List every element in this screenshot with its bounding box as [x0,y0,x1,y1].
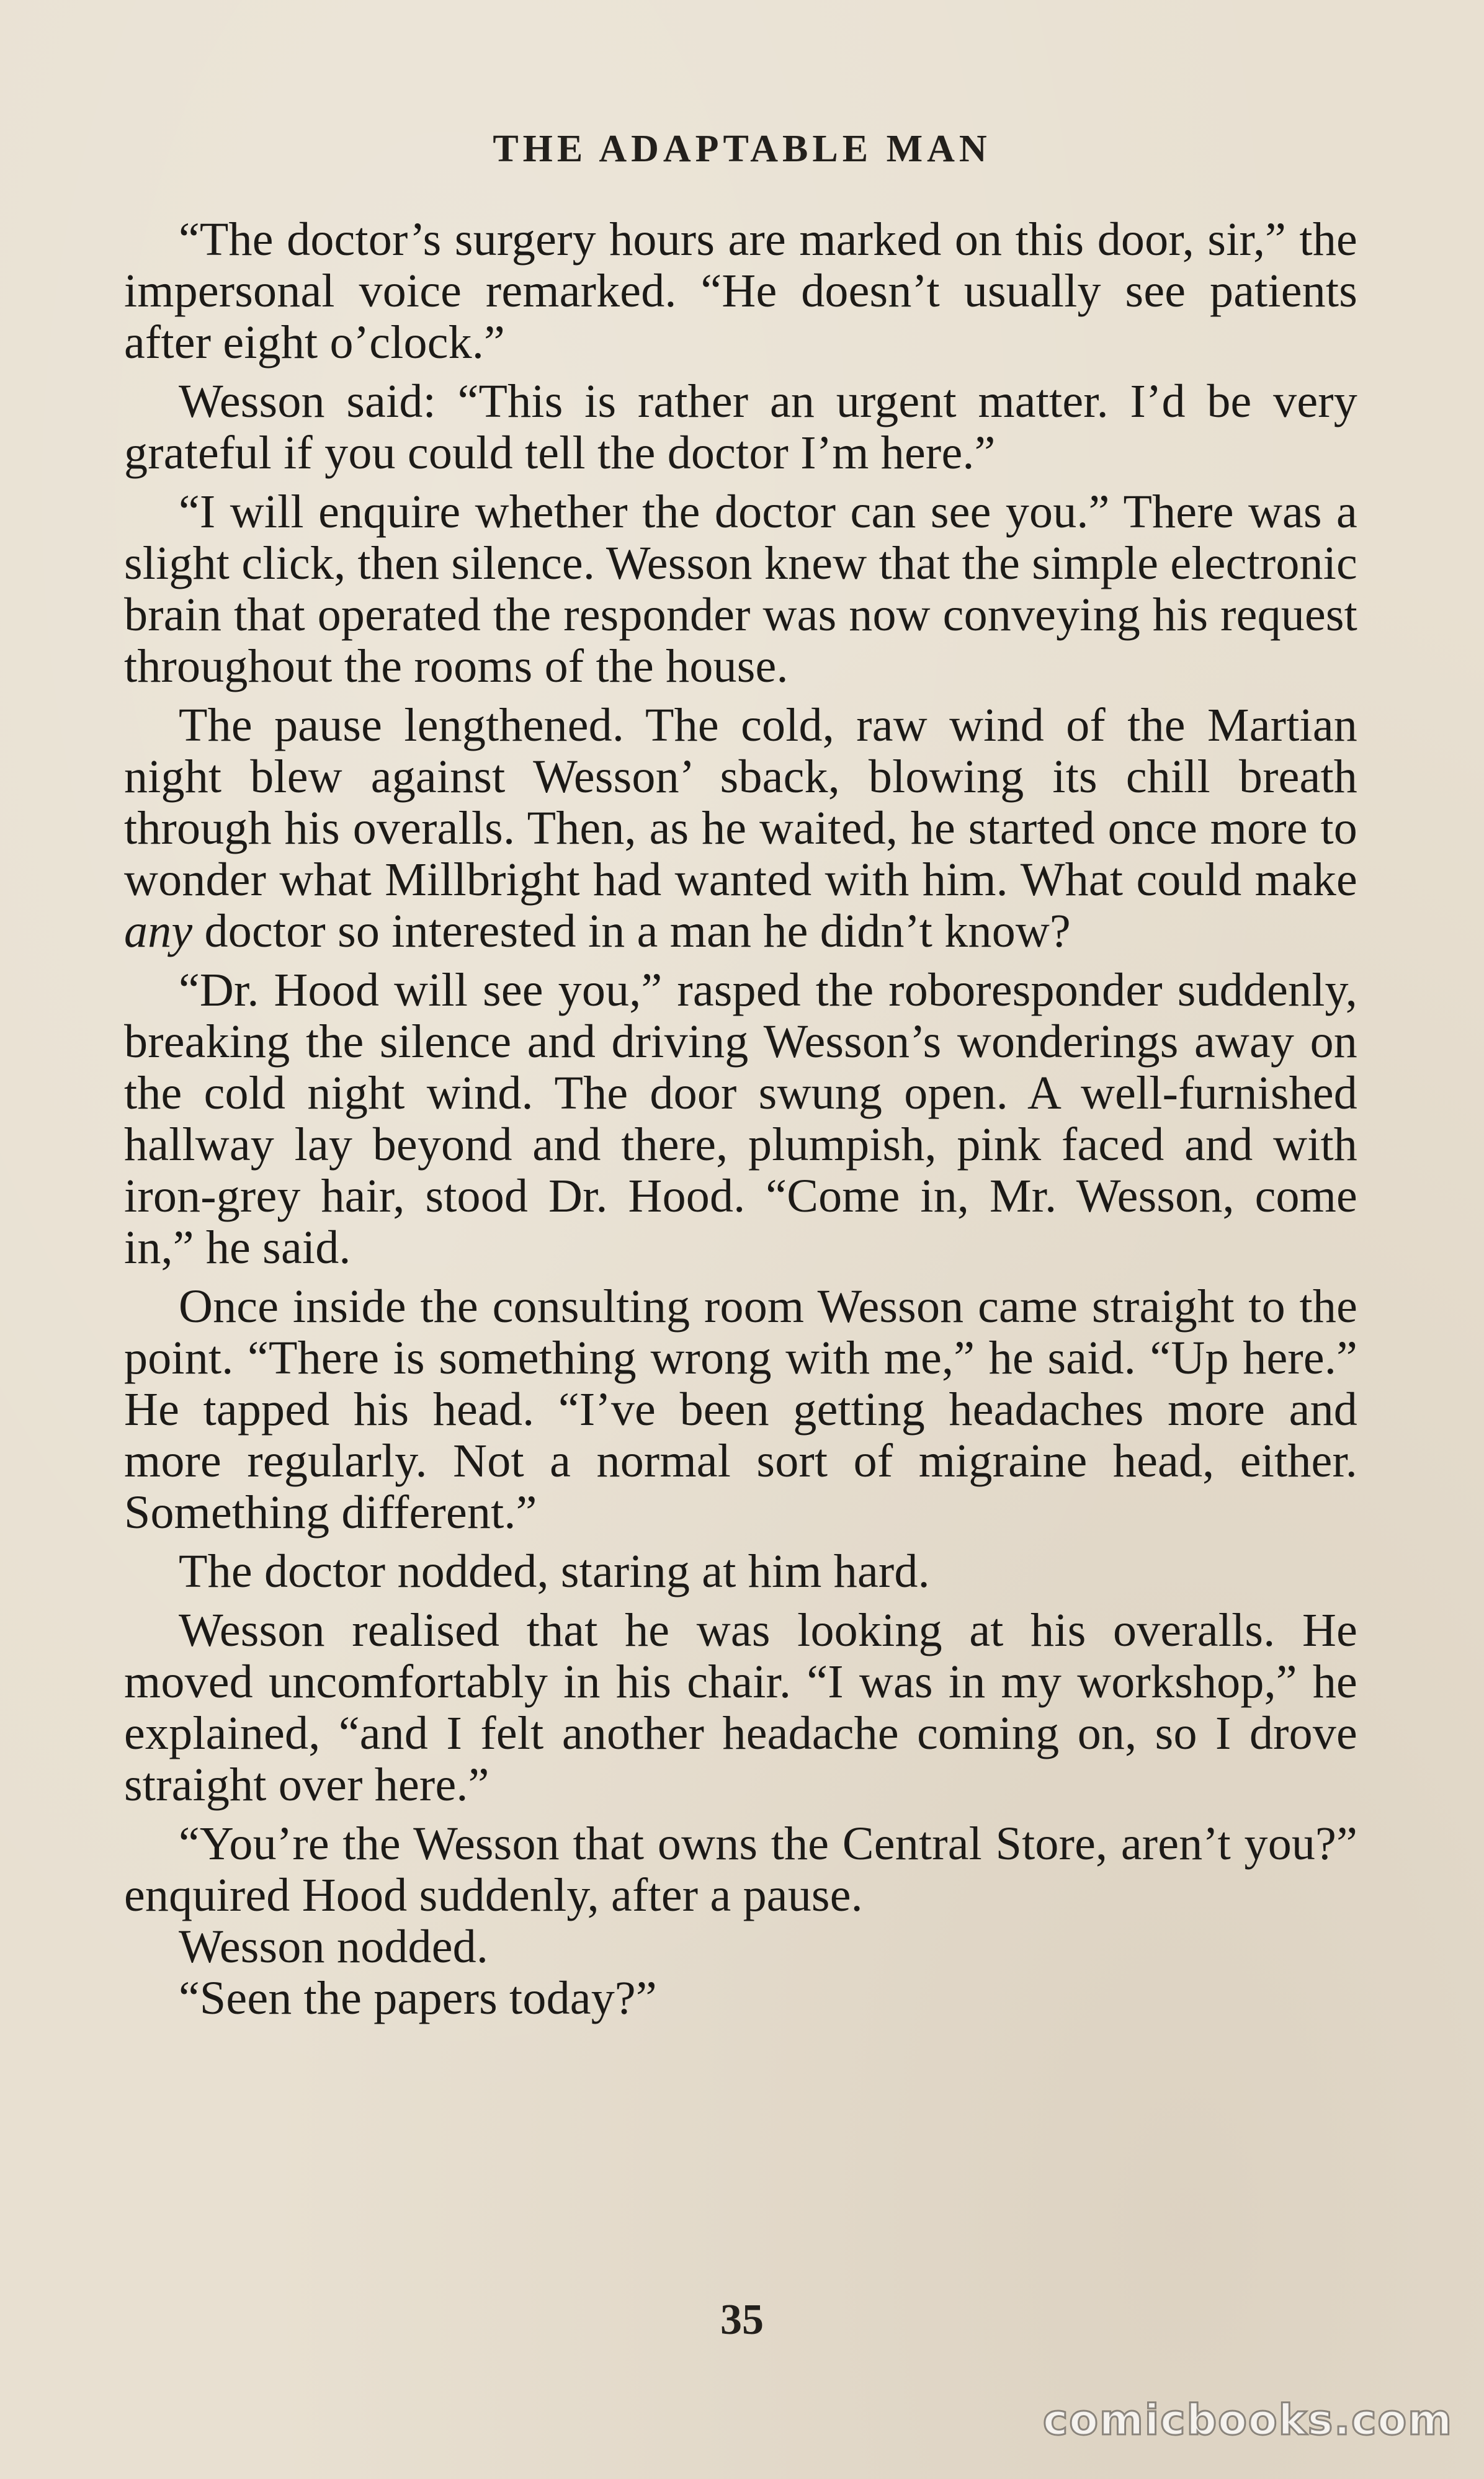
paragraph-7: The doctor nodded, staring at him hard. [179,1545,930,1597]
paragraph-1: “The doctor’s surgery hours are marked on this door, sir,” the impersonal voice remarked. “He doesn’t usually see patients after eight o’clock.” [124,213,1357,368]
paragraph-5: “Dr. Hood will see you,” rasped the roboresponder suddenly, breaking the silence and driving Wesson’s wonderings away on the cold night wind. The door swung open. A well-furnished hallway lay beyond and there, plumpish, pink faced and with iron-grey hair, stood Dr. Hood. “Come in, Mr. Wesson, come in,” he said. [124,964,1357,1274]
paragraph-11: “Seen the papers today?” [179,1972,657,2024]
paragraph-2: Wesson said: “This is rather an urgent matter. I’d be very grateful if you could tell the doctor I’m here.” [124,375,1357,479]
paragraph-6: Once inside the consulting room Wesson came straight to the point. “There is something wrong with me,” he said. “Up here.” He tapped his head. “I’ve been getting headaches more and more regularly. Not a normal sort of migraine head, either. Something different.” [124,1280,1357,1539]
paragraph-10: Wesson nodded. [179,1921,489,1973]
paragraph-3: “I will enquire whether the doctor can see you.” There was a slight click, then silence. Wesson knew that the simple electronic brain that operated the responder was now conveying his request throughout the rooms of the house. [124,486,1357,692]
body-text [124,214,1357,2024]
running-head: THE ADAPTABLE MAN [493,128,991,170]
paragraph-8: Wesson realised that he was looking at his overalls. He moved uncomfortably in his chair. “I was in my workshop,” he explained, “and I felt another headache coming on, so I drove straight over here.” [124,1604,1357,1811]
page-number: 35 [720,2296,764,2344]
paragraph-4 [124,700,1357,957]
paragraph-4-text-a: The pause lengthened. The cold, raw wind of the Martian night blew against Wesson’ sback, blowing its chill breath through his overalls. Then, as he waited, he started once more to wonder what Millbright had wanted with him. What could make [124,699,1357,906]
paragraph-9: “You’re the Wesson that owns the Central Store, aren’t you?” enquired Hood suddenly, after a pause. [124,1818,1357,1921]
paragraph-4-text-b: doctor so interested in a man he didn’t know? [192,905,1071,957]
paragraph-4-emphasis: any [124,905,193,957]
watermark: comicbooks.com [1042,2396,1453,2445]
